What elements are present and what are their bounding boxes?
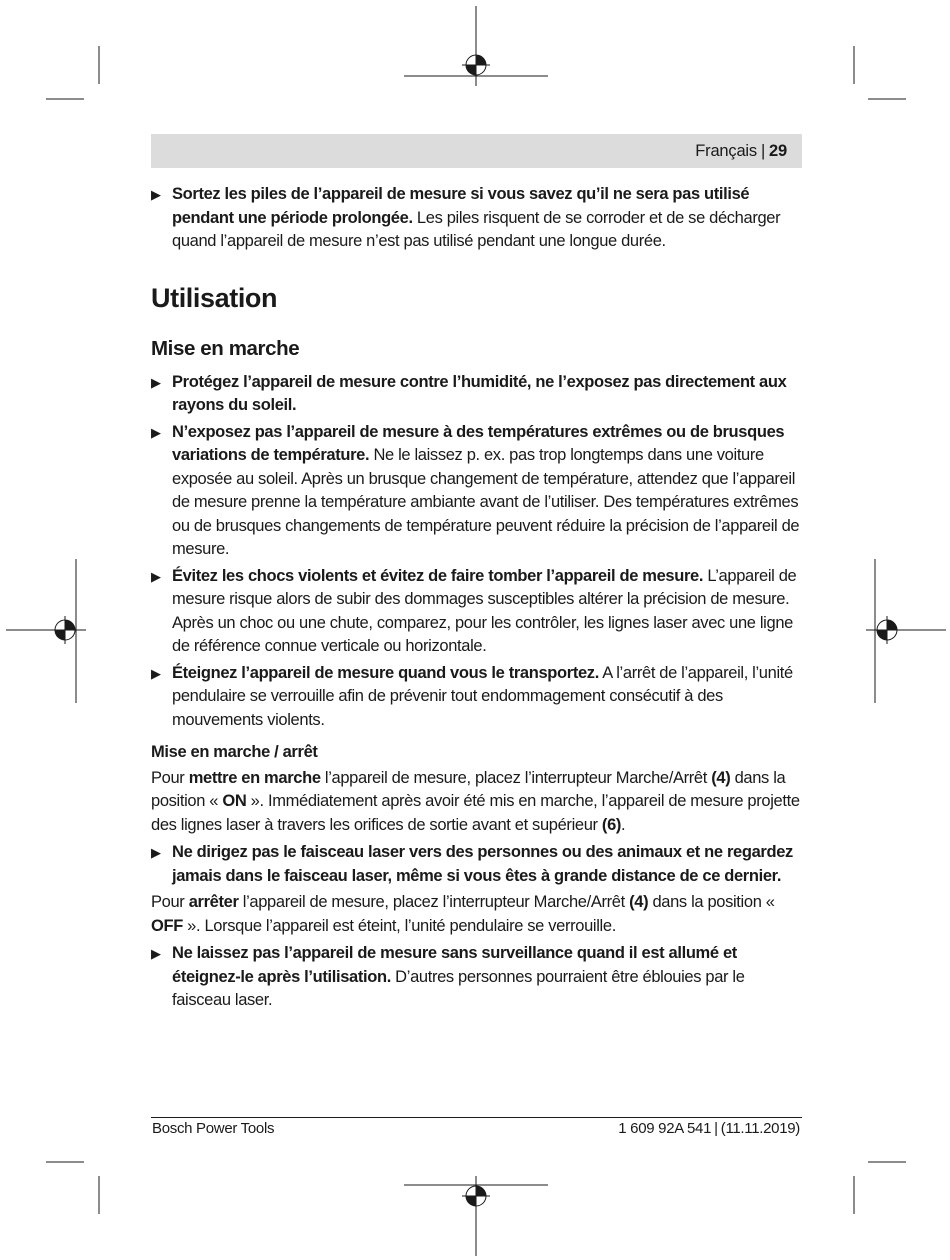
bullet-body-text: L’appareil de mesure risque alors de subir des dommages susceptibles altérer la précision de mesure. Après un choc ou une chute, comparez, pour les contrôler, les lignes laser avec une ligne de référence connue verticale ou horizontale. — [172, 566, 797, 655]
bullet-arrow-icon: ▶ — [151, 568, 161, 584]
onoff-heading: Mise en marche / arrêt — [151, 743, 318, 761]
para-text: ». Immédiatement après avoir été mis en marche, l’appareil de mesure projette des lignes laser à travers les orifices de sortie avant et supérieur — [151, 792, 800, 834]
para-text: l’appareil de mesure, placez l’interrupteur Marche/Arrêt — [320, 768, 712, 787]
para-bold: ON — [222, 792, 247, 810]
bullet-bold-text: Protégez l’appareil de mesure contre l’humidité, ne l’exposez pas directement aux rayons du soleil. — [172, 372, 787, 414]
para-text: ». Lorsque l’appareil est éteint, l’unité pendulaire se verrouille. — [182, 916, 616, 935]
bullet-body-text: D’autres personnes pourraient être éblouies par le faisceau laser. — [172, 967, 745, 1009]
bullet-item-temperature — [151, 421, 802, 562]
bullet-item-laser-warning — [151, 841, 802, 888]
header-separator: | — [760, 142, 766, 160]
para-bold: (6) — [601, 815, 622, 834]
bullet-arrow-icon: ▶ — [151, 845, 161, 860]
bullet-bold-text: Sortez les piles de l’appareil de mesure si vous savez qu’il ne sera pas utilisé pendant une période prolongée. — [172, 185, 750, 227]
section-title: Utilisation — [151, 282, 278, 313]
bullet-bold-text: Évitez les chocs violents et évitez de faire tomber l’appareil de mesure. — [172, 566, 704, 585]
bullet-arrow-icon: ▶ — [151, 187, 161, 202]
paragraph-switch-on — [151, 767, 802, 838]
bullet-body-text: A l’arrêt de l’appareil, l’unité pendulaire se verrouille afin de prévenir tout endommagement consécutif à des mouvements violents. — [172, 663, 793, 729]
bullet-arrow-icon: ▶ — [151, 424, 161, 440]
footer-date: (11.11.2019) — [720, 1120, 800, 1137]
page-header-bar — [151, 134, 802, 168]
bullet-item-humidity — [151, 371, 802, 418]
paragraph-switch-off — [151, 891, 802, 938]
bullet-bold-text: Ne laissez pas l’appareil de mesure sans surveillance quand il est allumé et éteignez-le après l’utilisation. — [172, 944, 737, 986]
page-content — [151, 183, 802, 1016]
bullet-arrow-icon: ▶ — [151, 374, 161, 390]
page-number: 29 — [769, 142, 787, 160]
bullet-bold-text: Éteignez l’appareil de mesure quand vous le transportez. — [172, 663, 599, 682]
bullet-body-text: Les piles risquent de se corroder et de se décharger quand l’appareil de mesure n’est pas utilisé pendant une longue durée. — [172, 208, 781, 250]
footer-doc-info — [618, 1120, 800, 1137]
bullet-item-unattended — [151, 942, 802, 1013]
footer-rule — [151, 1117, 802, 1118]
footer-doc-number: 1 609 92A 541 — [618, 1120, 712, 1137]
bullet-arrow-icon: ▶ — [151, 946, 161, 961]
para-text: l’appareil de mesure, placez l’interrupteur Marche/Arrêt — [238, 893, 630, 911]
bullet-bold-text: N’exposez pas l’appareil de mesure à des températures extrêmes ou de brusques variations de température. — [172, 422, 785, 464]
bullet-body-text: Ne le laissez p. ex. pas trop longtemps dans une voiture exposée au soleil. Après un brusque changement de température, attendez que l’appareil de mesure prenne la température ambiante avant de l’utiliser. Des températures extrêmes ou de brusques changements de température peuvent réduire la précision de l’appareil de mesure. — [172, 446, 800, 558]
para-bold: (4) — [629, 893, 649, 911]
para-text: Pour — [151, 768, 189, 787]
para-bold: arrêter — [188, 893, 239, 911]
bullet-item-shocks — [151, 565, 802, 659]
para-bold: (4) — [711, 768, 731, 787]
para-text: dans la position « — [151, 768, 786, 810]
bullet-item-transport — [151, 662, 802, 733]
para-text: dans la position « — [648, 893, 775, 911]
bullet-bold-text: Ne dirigez pas le faisceau laser vers des personnes ou des animaux et ne regardez jamais dans le faisceau laser, même si vous êtes à grande distance de ce dernier. — [172, 843, 793, 885]
para-bold: OFF — [151, 916, 183, 935]
header-language: Français — [695, 142, 757, 160]
para-bold: mettre en marche — [188, 768, 321, 787]
footer-separator: | — [714, 1120, 718, 1137]
bullet-arrow-icon: ▶ — [151, 665, 161, 681]
page-header-text — [695, 142, 787, 161]
para-text: . — [621, 815, 626, 834]
para-text: Pour — [151, 893, 189, 911]
footer-brand: Bosch Power Tools — [152, 1120, 275, 1137]
subsection-title: Mise en marche — [151, 336, 300, 360]
bullet-item-remove-batteries — [151, 183, 802, 254]
